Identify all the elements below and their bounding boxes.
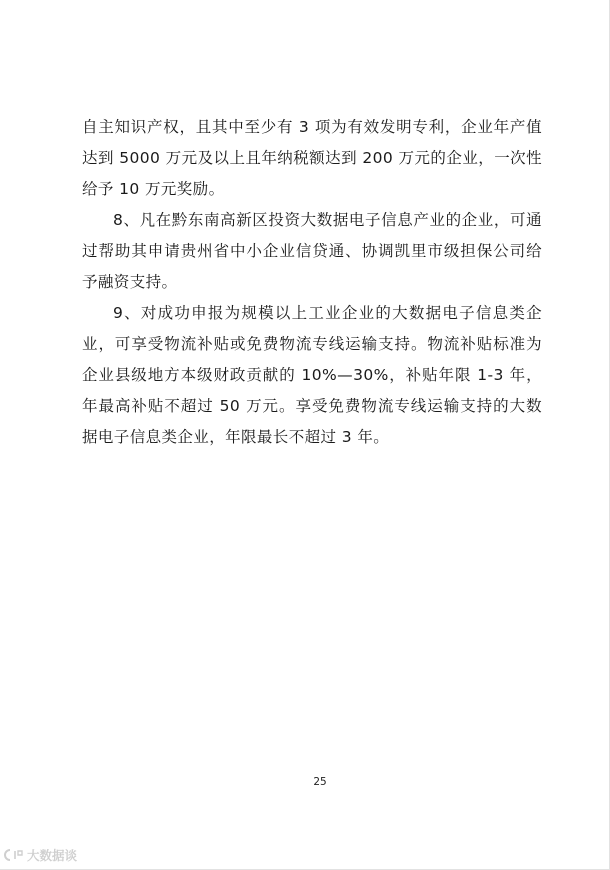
paragraph-continuation: 自主知识产权，且其中至少有 3 项为有效发明专利，企业年产值达到 5000 万元及以上且年纳税额达到 200 万元的企业，一次性给予 10 万元奖励。 [82,118,542,198]
watermark-text: 大数据谈 [27,848,78,863]
paragraph-item-9: 9、对成功申报为规模以上工业企业的大数据电子信息类企业，可享受物流补贴或免费物流专线运输支持。物流补贴标准为企业县级地方本级财政贡献的 10%—30%，补贴年限 1-3 年，年最高补贴不超过 50 万元。享受免费物流专线运输支持的大数据电子信息类企业，年限最长不超过 3 年。 [82,304,542,446]
page-number: 25 [313,776,327,788]
watermark [4,846,77,864]
watermark-logo-icon [4,848,24,862]
paragraph-item-8: 8、凡在黔东南高新区投资大数据电子信息产业的企业，可通过帮助其申请贵州省中小企业信贷通、协调凯里市级担保公司给予融资支持。 [82,211,542,291]
document-body [82,112,542,453]
